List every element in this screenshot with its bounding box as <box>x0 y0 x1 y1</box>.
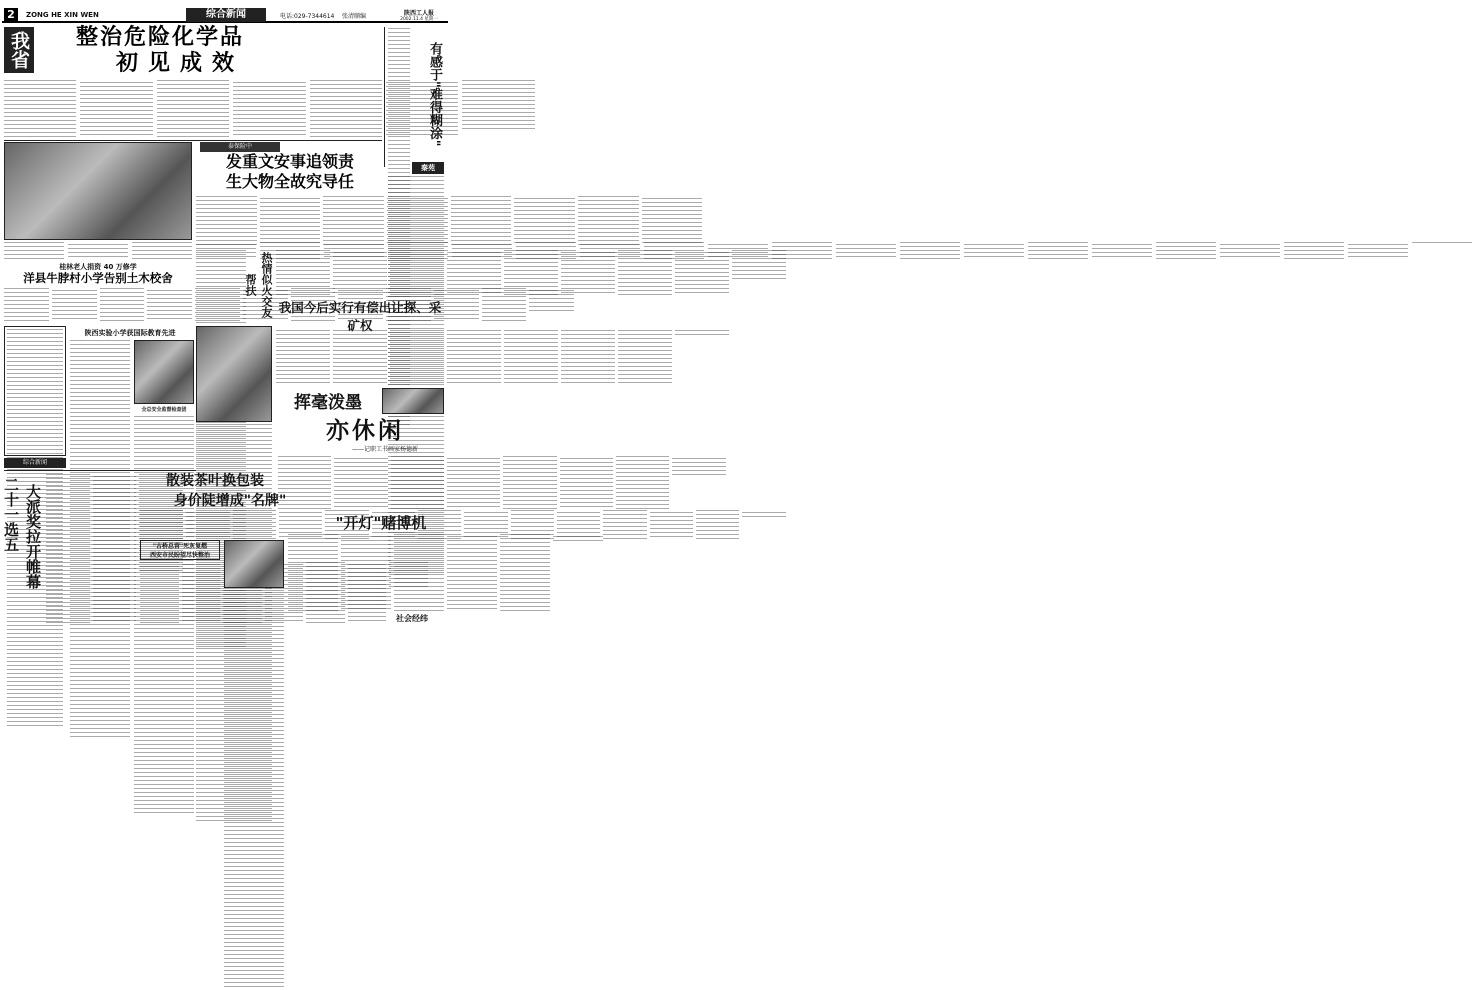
lead-headline-1: 整治危险化学品 <box>75 24 244 50</box>
safety-box-body <box>5 327 65 453</box>
lottery-headline-2: 大派奖拉开帷幕 <box>24 483 42 589</box>
shaanxi-box-title: 全总安全监督检查团 <box>141 407 187 413</box>
section-title: 综合新闻 <box>186 8 266 22</box>
editor: 张清顺编 <box>342 13 367 20</box>
tea-body <box>140 510 276 540</box>
unity-body <box>196 250 246 324</box>
fire-body <box>196 196 384 246</box>
shaanxi-body <box>70 340 130 460</box>
ink-caption: ——记职工书画家杨德新 <box>351 446 418 453</box>
tea-headline-2: 身价陡增成"名牌" <box>173 493 287 509</box>
column-right-body-left <box>388 28 410 166</box>
gamble-body <box>288 534 444 612</box>
ink-sub: 亦休闲 <box>326 417 404 444</box>
lead-headline-2: 初见成效 <box>115 50 244 76</box>
singer-caption <box>196 424 272 458</box>
school-kicker: 桂林老人捐资 40 万修学 <box>59 263 137 271</box>
footer-tag: 社会经纬 <box>396 613 428 623</box>
page-number: 2 <box>4 8 18 22</box>
school-photo-caption <box>4 242 192 260</box>
hotline: 电话:029-7344614 <box>280 13 335 20</box>
school-body <box>4 288 192 322</box>
toilet-headline-2: 西安市民盼望尽快整治 <box>149 552 210 559</box>
mine-body-top <box>276 250 444 296</box>
masthead-bar <box>2 8 448 23</box>
issue-date: 2002.11.4 星期一 <box>400 17 438 22</box>
unity-headline: 热情似火交友帮扶 <box>244 252 273 318</box>
toilet-body <box>140 562 220 624</box>
lead-tag: 我省 <box>4 27 34 73</box>
gamble-headline: "开灯"赌博机 <box>335 514 427 532</box>
street-caption <box>224 590 284 624</box>
safety-box <box>4 326 66 456</box>
toilet-headline-1: "古桥总营"死灰复燃 <box>152 543 208 550</box>
tea-headline-1: 散装茶叶换包装 <box>166 473 264 489</box>
mine-body <box>276 330 444 386</box>
news-label: 综合新闻 <box>4 458 66 468</box>
news-photo-painter <box>382 388 444 414</box>
column-right-title: 有感于"难得糊涂" <box>427 41 442 147</box>
mine-headline: 我国今后实行有偿出让探、采矿权 <box>278 300 442 333</box>
lottery-body <box>46 474 136 624</box>
fire-headline-1: 发重文安事追领责 <box>225 152 354 171</box>
fire-kicker: 泰保险中 <box>200 142 280 152</box>
lead-body <box>4 80 382 138</box>
fire-headline-2: 生大物全故究导任 <box>225 172 354 191</box>
news-photo-street <box>224 540 284 588</box>
news-photo-performer <box>134 340 194 404</box>
shaanxi-headline: 陕西实验小学获国际教育先进 <box>84 329 176 337</box>
toilet-headline-box <box>140 540 220 560</box>
news-photo-singer <box>196 326 272 422</box>
shaanxi-box-body <box>134 416 194 460</box>
school-headline: 洋县牛脖村小学告别土木校舍 <box>23 271 173 285</box>
paper-name-pinyin: ZONG HE XIN WEN <box>26 11 99 19</box>
masthead-logo: 陕西工人报 <box>403 10 434 17</box>
ink-headline: 挥毫泼墨 <box>294 393 362 413</box>
lottery-headline-1: 二十一选五 <box>2 476 20 552</box>
column-right-tag: 秦苑 <box>412 162 444 174</box>
news-photo-meeting <box>4 142 192 240</box>
